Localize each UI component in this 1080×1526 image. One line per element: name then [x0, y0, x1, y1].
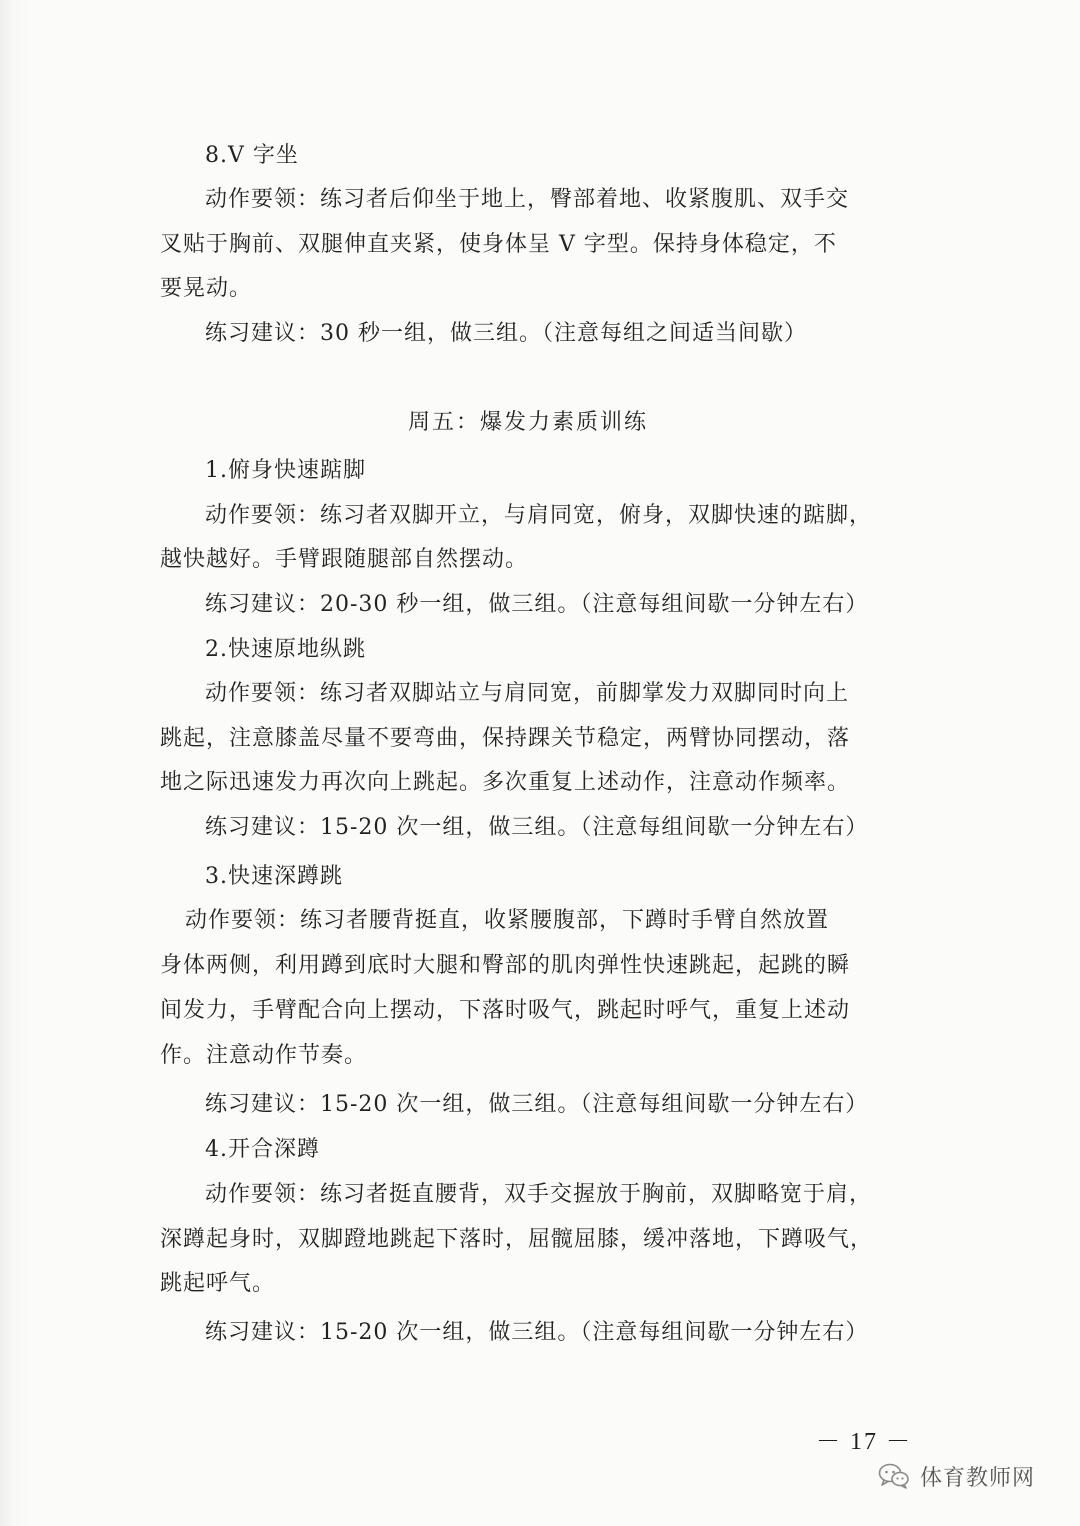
practice-suggestion: 练习建议：15-20 次一组，做三组。（注意每组间歇一分钟左右）	[205, 815, 869, 840]
paragraph-line: 动作要领：练习者腰背挺直，收紧腰腹部，下蹲时手臂自然放置	[185, 908, 830, 933]
paragraph-line: 深蹲起身时，双脚蹬地跳起下落时，屈髋屈膝，缓冲落地，下蹲吸气，	[160, 1227, 874, 1252]
paragraph-line: 要晃动。	[160, 276, 253, 301]
wechat-icon	[878, 1462, 910, 1490]
exercise-title: 2.快速原地纵跳	[205, 637, 366, 662]
paragraph-line: 动作要领：练习者双脚站立与肩同宽，前脚掌发力双脚同时向上	[205, 681, 850, 706]
paragraph-line: 越快越好。手臂跟随腿部自然摆动。	[160, 547, 529, 572]
paragraph-line: 间发力，手臂配合向上摆动，下落时吸气，跳起时呼气，重复上述动	[160, 998, 851, 1023]
page-number: － 17 －	[816, 1429, 912, 1455]
paragraph-line: 动作要领：练习者双脚开立，与肩同宽，俯身，双脚快速的踮脚，	[205, 503, 873, 528]
paragraph-line: 身体两侧，利用蹲到底时大腿和臀部的肌肉弹性快速跳起，起跳的瞬	[160, 953, 851, 978]
watermark	[878, 1456, 1035, 1496]
practice-suggestion: 练习建议：30 秒一组，做三组。（注意每组之间适当间歇）	[205, 321, 807, 346]
paragraph-line: 跳起呼气。	[160, 1271, 276, 1296]
paragraph-line: 动作要领：练习者后仰坐于地上，臀部着地、收紧腹肌、双手交	[205, 187, 850, 212]
practice-suggestion: 练习建议：15-20 次一组，做三组。（注意每组间歇一分钟左右）	[205, 1092, 869, 1117]
exercise-title: 3.快速深蹲跳	[205, 864, 343, 889]
watermark-text: 体育教师网	[920, 1465, 1036, 1491]
practice-suggestion: 练习建议：20-30 秒一组，做三组。（注意每组间歇一分钟左右）	[205, 592, 869, 617]
paragraph-line: 作。注意动作节奏。	[160, 1043, 368, 1068]
exercise-title: 4.开合深蹲	[205, 1137, 320, 1162]
paragraph-line: 叉贴于胸前、双腿伸直夹紧，使身体呈 V 字型。保持身体稳定，不	[160, 232, 837, 257]
section-heading-friday: 周五：爆发力素质训练	[408, 410, 649, 435]
exercise-title: 1.俯身快速踮脚	[205, 458, 366, 483]
practice-suggestion: 练习建议：15-20 次一组，做三组。（注意每组间歇一分钟左右）	[205, 1320, 869, 1345]
paragraph-line: 动作要领：练习者挺直腰背，双手交握放于胸前，双脚略宽于肩，	[205, 1182, 873, 1207]
paragraph-line: 跳起，注意膝盖尽量不要弯曲，保持踝关节稳定，两臂协同摆动，落	[160, 726, 851, 751]
section-title-v-sit: 8.V 字坐	[205, 143, 299, 168]
paragraph-line: 地之际迅速发力再次向上跳起。多次重复上述动作，注意动作频率。	[160, 770, 851, 795]
